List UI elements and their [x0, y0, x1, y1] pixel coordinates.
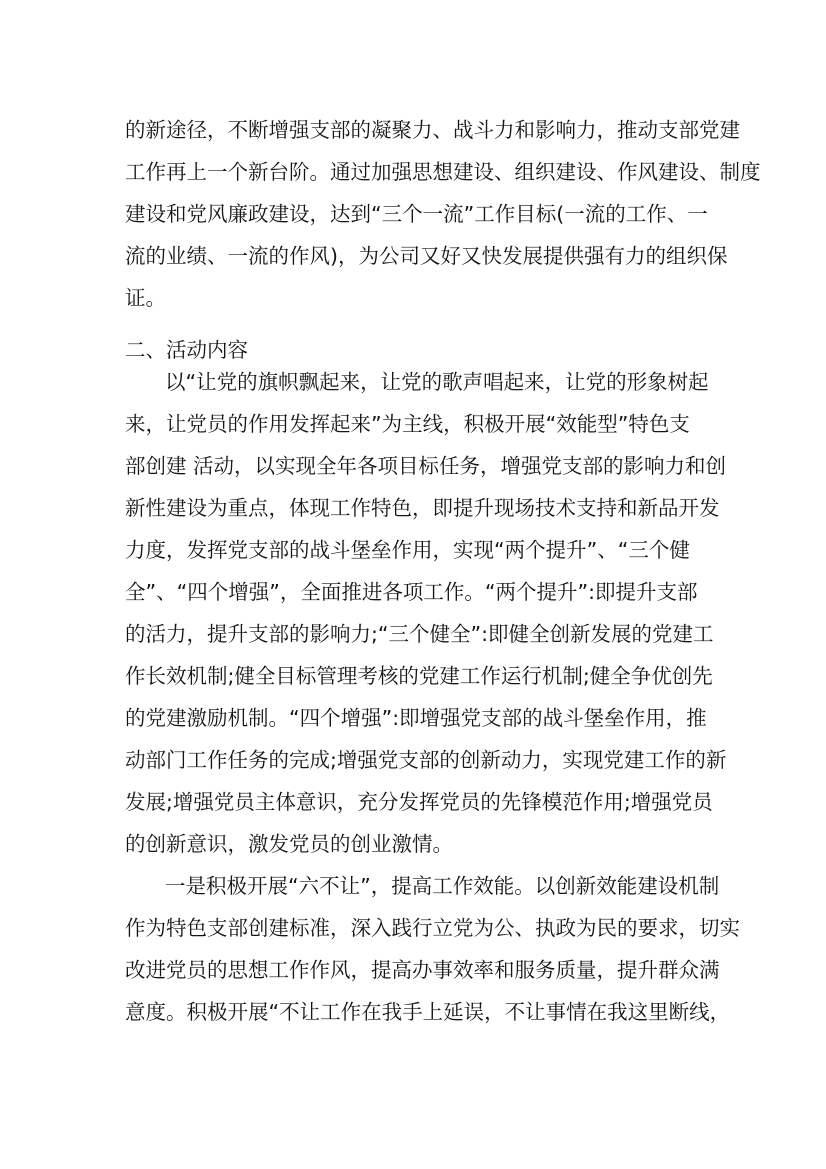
- text-line: 新性建设为重点，体现工作特色，即提升现场技术支持和新品开发: [125, 496, 720, 520]
- text-line: 作为特色支部创建标准，深入践行立党为公、执政为民的要求，切实: [125, 916, 740, 940]
- text-line: 的活力，提升支部的影响力;“三个健全”:即健全创新发展的党建工: [125, 622, 714, 646]
- text-line: 意度。积极开展“不让工作在我手上延误，不让事情在我这里断线，: [125, 1000, 731, 1024]
- text-line: 改进党员的思想工作作风，提高办事效率和服务质量，提升群众满: [125, 958, 720, 982]
- text-line: 的创新意识，激发党员的创业激情。: [125, 832, 453, 856]
- text-line: 全”、“四个增强”，全面推进各项工作。“两个提升”:即提升支部: [125, 580, 698, 604]
- text-line: 动部门工作任务的完成;增强党支部的创新动力，实现党建工作的新: [125, 748, 727, 772]
- text-line: 工作再上一个新台阶。通过加强思想建设、组织建设、作风建设、制度: [125, 160, 761, 184]
- text-line: 以“让党的旗帜飘起来，让党的歌声唱起来，让党的形象树起: [165, 370, 709, 394]
- text-line: 的党建激励机制。“四个增强”:即增强党支部的战斗堡垒作用，推: [125, 706, 707, 730]
- text-line: 来，让党员的作用发挥起来”为主线，积极开展“效能型”特色支: [125, 412, 690, 436]
- section-heading: 二、活动内容: [125, 338, 248, 362]
- text-line: 建设和党风廉政建设，达到“三个一流”工作目标(一流的工作、一: [125, 202, 708, 226]
- text-line: 发展;增强党员主体意识，充分发挥党员的先锋模范作用;增强党员: [125, 790, 713, 814]
- text-line: 部创建 活动，以实现全年各项目标任务，增强党支部的影响力和创: [125, 454, 727, 478]
- text-line: 作长效机制;健全目标管理考核的党建工作运行机制;健全争优创先: [125, 664, 713, 688]
- text-line: 力度，发挥党支部的战斗堡垒作用，实现“两个提升”、“三个健: [125, 538, 690, 562]
- text-line: 证。: [125, 286, 166, 310]
- text-line: 的新途径，不断增强支部的凝聚力、战斗力和影响力，推动支部党建: [125, 118, 740, 142]
- text-line: 一是积极开展“六不让”，提高工作效能。以创新效能建设机制: [165, 874, 720, 898]
- text-line: 流的业绩、一流的作风)，为公司又好又快发展提供强有力的组织保: [125, 244, 728, 268]
